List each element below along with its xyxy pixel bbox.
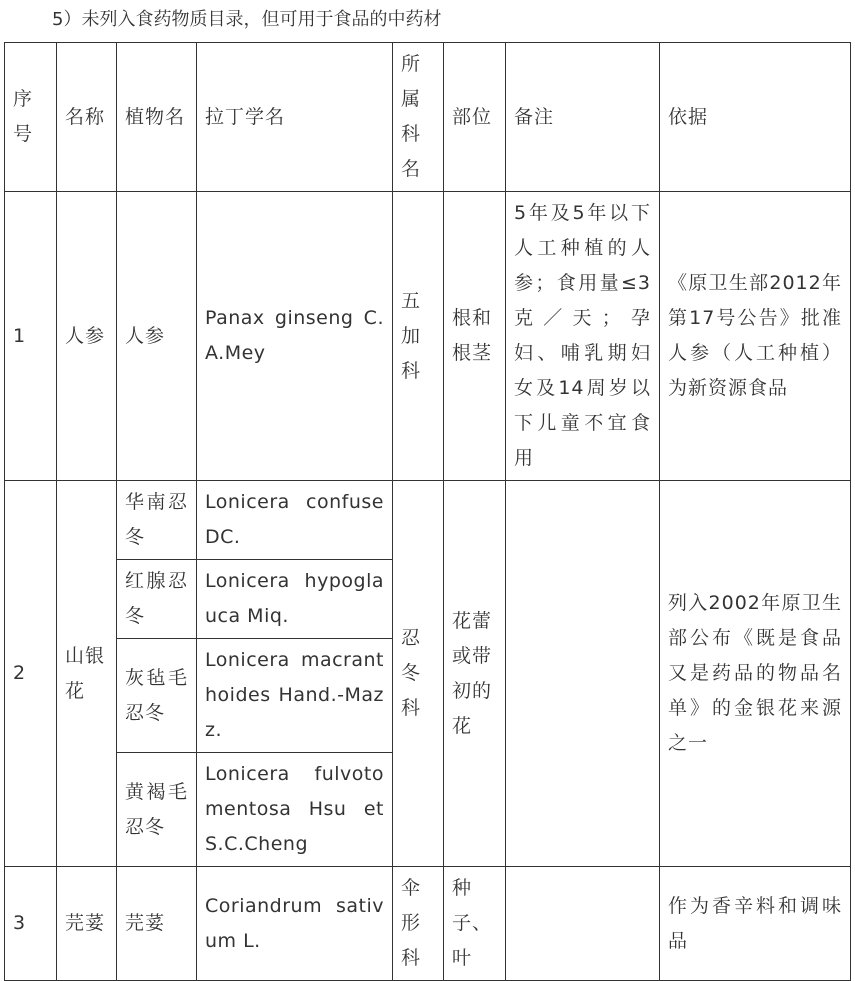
row-name: 芫荽 [57,867,117,981]
header-plant: 植物名 [117,43,197,192]
header-family: 所属科名 [393,43,444,192]
row-part: 种子、叶 [444,867,506,981]
herb-table [4,42,851,981]
table-row [5,481,851,560]
row-name: 人参 [57,192,117,481]
row-part: 根和根茎 [444,192,506,481]
table-row [5,867,851,981]
row-name: 山银花 [57,481,117,867]
row-plant: 红腺忍冬 [117,560,197,639]
row-no: 2 [5,481,57,867]
header-basis: 依据 [660,43,851,192]
header-name: 名称 [57,43,117,192]
header-remark: 备注 [506,43,660,192]
header-latin: 拉丁学名 [197,43,393,192]
row-basis: 《原卫生部2012年第17号公告》批准人参（人工种植）为新资源食品 [660,192,851,481]
row-latin: Lonicera hypoglauca Miq. [197,560,393,639]
row-latin: Lonicera confuse DC. [197,481,393,560]
row-latin: Lonicera macranthoides Hand.-Mazz. [197,639,393,753]
row-part: 花蕾或带初的花 [444,481,506,867]
row-no: 3 [5,867,57,981]
row-basis: 列入2002年原卫生部公布《既是食品又是药品的物品名单》的金银花来源之一 [660,481,851,867]
header-no: 序号 [5,43,57,192]
row-plant: 华南忍冬 [117,481,197,560]
row-family: 忍冬科 [393,481,444,867]
row-remark [506,481,660,867]
row-basis: 作为香辛料和调味品 [660,867,851,981]
row-remark: 5年及5年以下人工种植的人参；食用量≤3克／天；孕妇、哺乳期妇女及14周岁以下儿童不宜食用 [506,192,660,481]
row-plant: 黄褐毛忍冬 [117,753,197,867]
row-family: 伞形科 [393,867,444,981]
row-latin: Coriandrum sativum L. [197,867,393,981]
row-latin: Panax ginseng C.A.Mey [197,192,393,481]
row-plant: 人参 [117,192,197,481]
header-row [5,43,851,192]
row-plant: 芫荽 [117,867,197,981]
row-family: 五加科 [393,192,444,481]
row-plant: 灰毡毛忍冬 [117,639,197,753]
section-heading: 5）未列入食药物质目录，但可用于食品的中药材 [52,9,442,30]
row-latin: Lonicera fulvotomentosa Hsu et S.C.Cheng [197,753,393,867]
header-part: 部位 [444,43,506,192]
table-row [5,192,851,481]
row-remark [506,867,660,981]
row-no: 1 [5,192,57,481]
